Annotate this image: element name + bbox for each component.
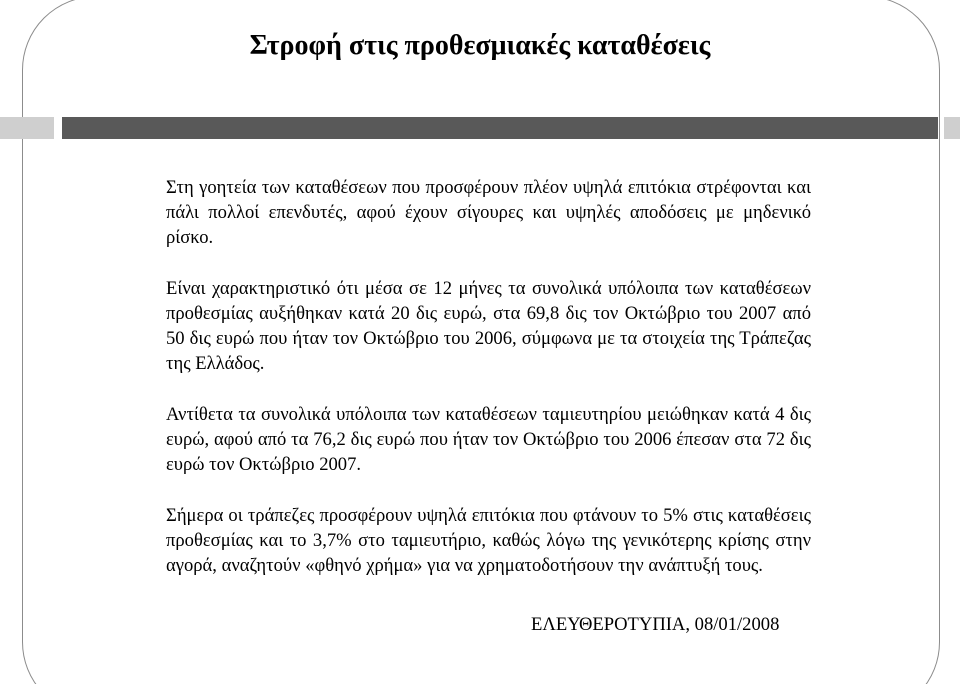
article-body	[166, 175, 811, 578]
decorative-bar-left	[0, 117, 54, 139]
paragraph-interest-rates: Σήμερα οι τράπεζες προσφέρουν υψηλά επιτόκια που φτάνουν το 5% στις καταθέσεις προθεσμίας και το 3,7% στο ταμιευτήριο, καθώς λόγω της γενικότερης κρίσης στην αγορά, αναζητούν «φθηνό χρήμα» για να χρηματοδοτήσουν την ανάπτυξή τους.	[166, 505, 811, 576]
paragraph-savings-deposits: Αντίθετα τα συνολικά υπόλοιπα των καταθέσεων ταμιευτηρίου μειώθηκαν κατά 4 δις ευρώ, αφού από τα 76,2 δις ευρώ που ήταν τον Οκτώβριο του 2006 έπεσαν στα 72 δις ευρώ τον Οκτώβριο 2007.	[166, 404, 811, 475]
source-citation: ΕΛΕΥΘΕΡΟΤΥΠΙΑ, 08/01/2008	[531, 614, 780, 635]
decorative-bar-right	[944, 117, 960, 139]
paragraph-intro: Στη γοητεία των καταθέσεων που προσφέρουν πλέον υψηλά επιτόκια στρέφονται και πάλι πολλοί επενδυτές, αφού έχουν σίγουρες και υψηλές αποδόσεις με μηδενικό ρίσκο.	[166, 177, 811, 248]
decorative-bar-main	[62, 117, 938, 139]
paragraph-time-deposits: Είναι χαρακτηριστικό ότι μέσα σε 12 μήνες τα συνολικά υπόλοιπα των καταθέσεων προθεσμίας αυξήθηκαν κατά 20 δις ευρώ, στα 69,8 δις τον Οκτώβριο του 2007 από 50 δις ευρώ που ήταν τον Οκτώβριο του 2006, σύμφωνα με τα στοιχεία της Τράπεζας της Ελλάδος.	[166, 278, 811, 374]
slide-title: Στροφή στις προθεσμιακές καταθέσεις	[249, 30, 711, 61]
